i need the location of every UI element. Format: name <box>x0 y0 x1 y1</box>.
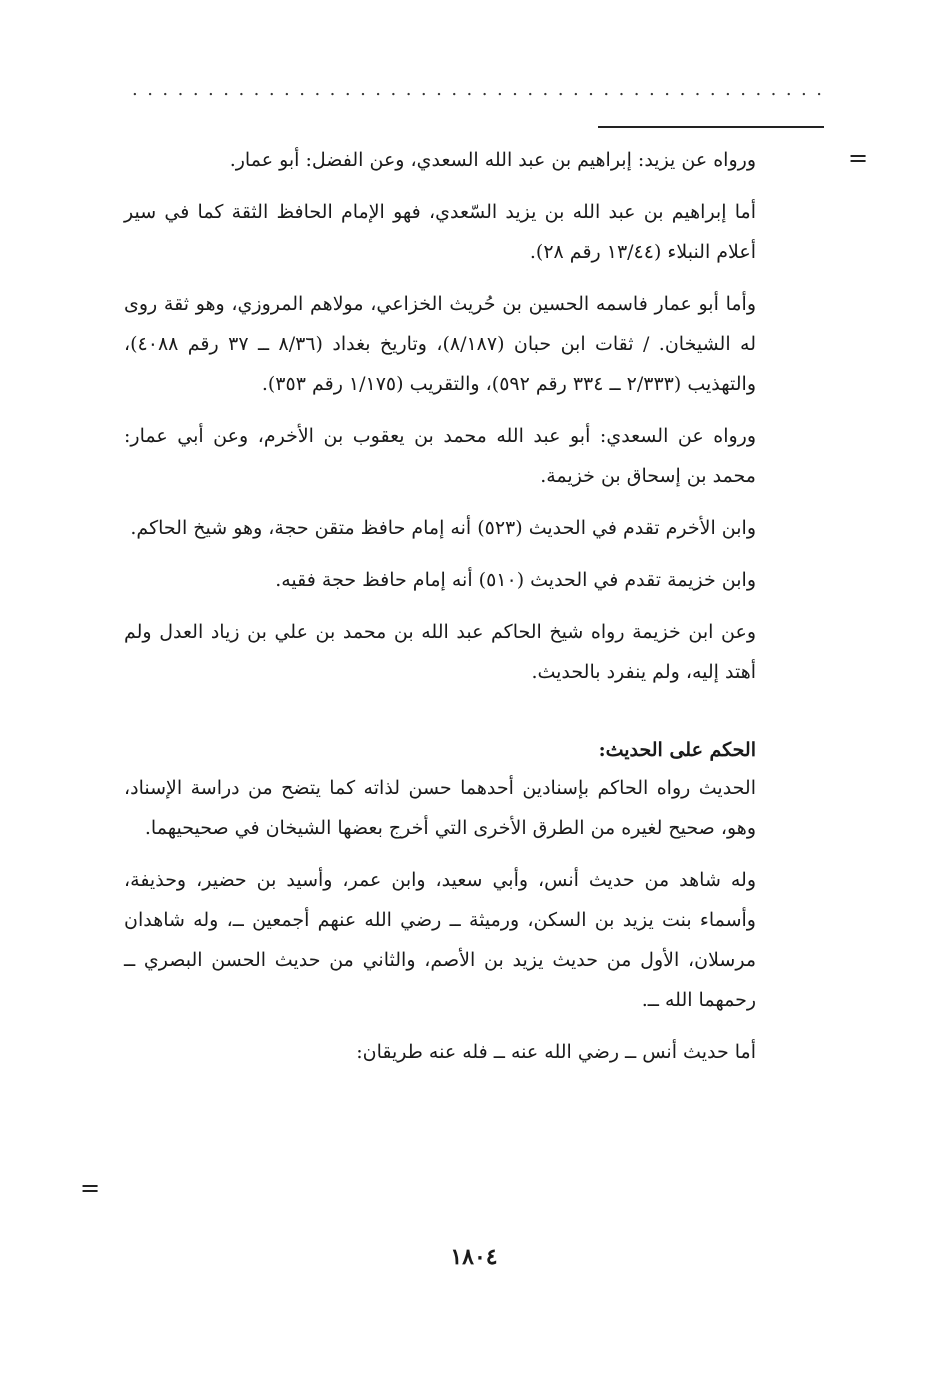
paragraph-ibn-khuzaymah: وابن خزيمة تقدم في الحديث (٥١٠) أنه إمام حافظ حجة فقيه. <box>275 569 756 591</box>
paragraph-abu-ammar: وأما أبو عمار فاسمه الحسين بن حُريث الخزاعي، مولاهم المروزي، وهو ثقة روى له الشيخان. / ثقات ابن حبان (٨/١٨٧)، وتاريخ بغداد (٨/٣٦ ــ ٣٧ رقم ٤٠٨٨)، والتهذيب (٢/٣٣٣ ــ ٣٣٤ رقم ٥٩٢)، والتقريب (١/١٧٥ رقم ٣٥٣). <box>124 293 756 395</box>
page-body <box>124 140 756 1072</box>
paragraph-anas-hadith: أما حديث أنس ــ رضي الله عنه ــ فله عنه طريقان: <box>356 1041 756 1063</box>
paragraph-narration-saadi: ورواه عن السعدي: أبو عبد الله محمد بن يعقوب بن الأخرم، وعن أبي عمار: محمد بن إسحاق بن خزيمة. <box>124 425 756 487</box>
section-heading-ruling: الحكم على الحديث: <box>598 739 756 761</box>
margin-mark-left: = <box>80 1174 101 1202</box>
paragraph-ibrahim-saadi: أما إبراهيم بن عبد الله بن يزيد السّعدي، فهو الإمام الحافظ الثقة كما في سير أعلام النبلاء (١٣/٤٤ رقم ٢٨). <box>124 201 756 263</box>
paragraph-narration-yazid: ورواه عن يزيد: إبراهيم بن عبد الله السعدي، وعن الفضل: أبو عمار. <box>229 149 756 171</box>
paragraph-ibn-akhram: وابن الأخرم تقدم في الحديث (٥٢٣) أنه إمام حافظ متقن حجة، وهو شيخ الحاكم. <box>130 517 756 539</box>
paragraph-ruling: الحديث رواه الحاكم بإسنادين أحدهما حسن لذاته كما يتضح من دراسة الإسناد، وهو، صحيح لغيره من الطرق الأخرى التي أخرج بعضها الشيخان في صحيحيهما. <box>124 777 756 839</box>
header-dotted-line: . . . . . . . . . . . . . . . . . . . . . . . . . . . . . . . . . . . . . . . . . . . . . . <box>132 84 822 96</box>
margin-mark-right: = <box>848 144 869 172</box>
page-number: ١٨٠٤ <box>450 1244 498 1270</box>
footnote-separator-rule <box>598 126 824 128</box>
paragraph-shaykh-hakim: وعن ابن خزيمة رواه شيخ الحاكم عبد الله بن محمد بن علي بن زياد العدل ولم أهتد إليه، ولم ينفرد بالحديث. <box>124 621 756 683</box>
paragraph-witnesses: وله شاهد من حديث أنس، وأبي سعيد، وابن عمر، وأسيد بن حضير، وحذيفة، وأسماء بنت يزيد بن السكن، ورميثة ــ رضي الله عنهم أجمعين ــ، وله شاهدان مرسلان، الأول من حديث يزيد بن الأصم، والثاني من حديث الحسن البصري ــ رحمهما الله ــ. <box>124 869 756 1011</box>
